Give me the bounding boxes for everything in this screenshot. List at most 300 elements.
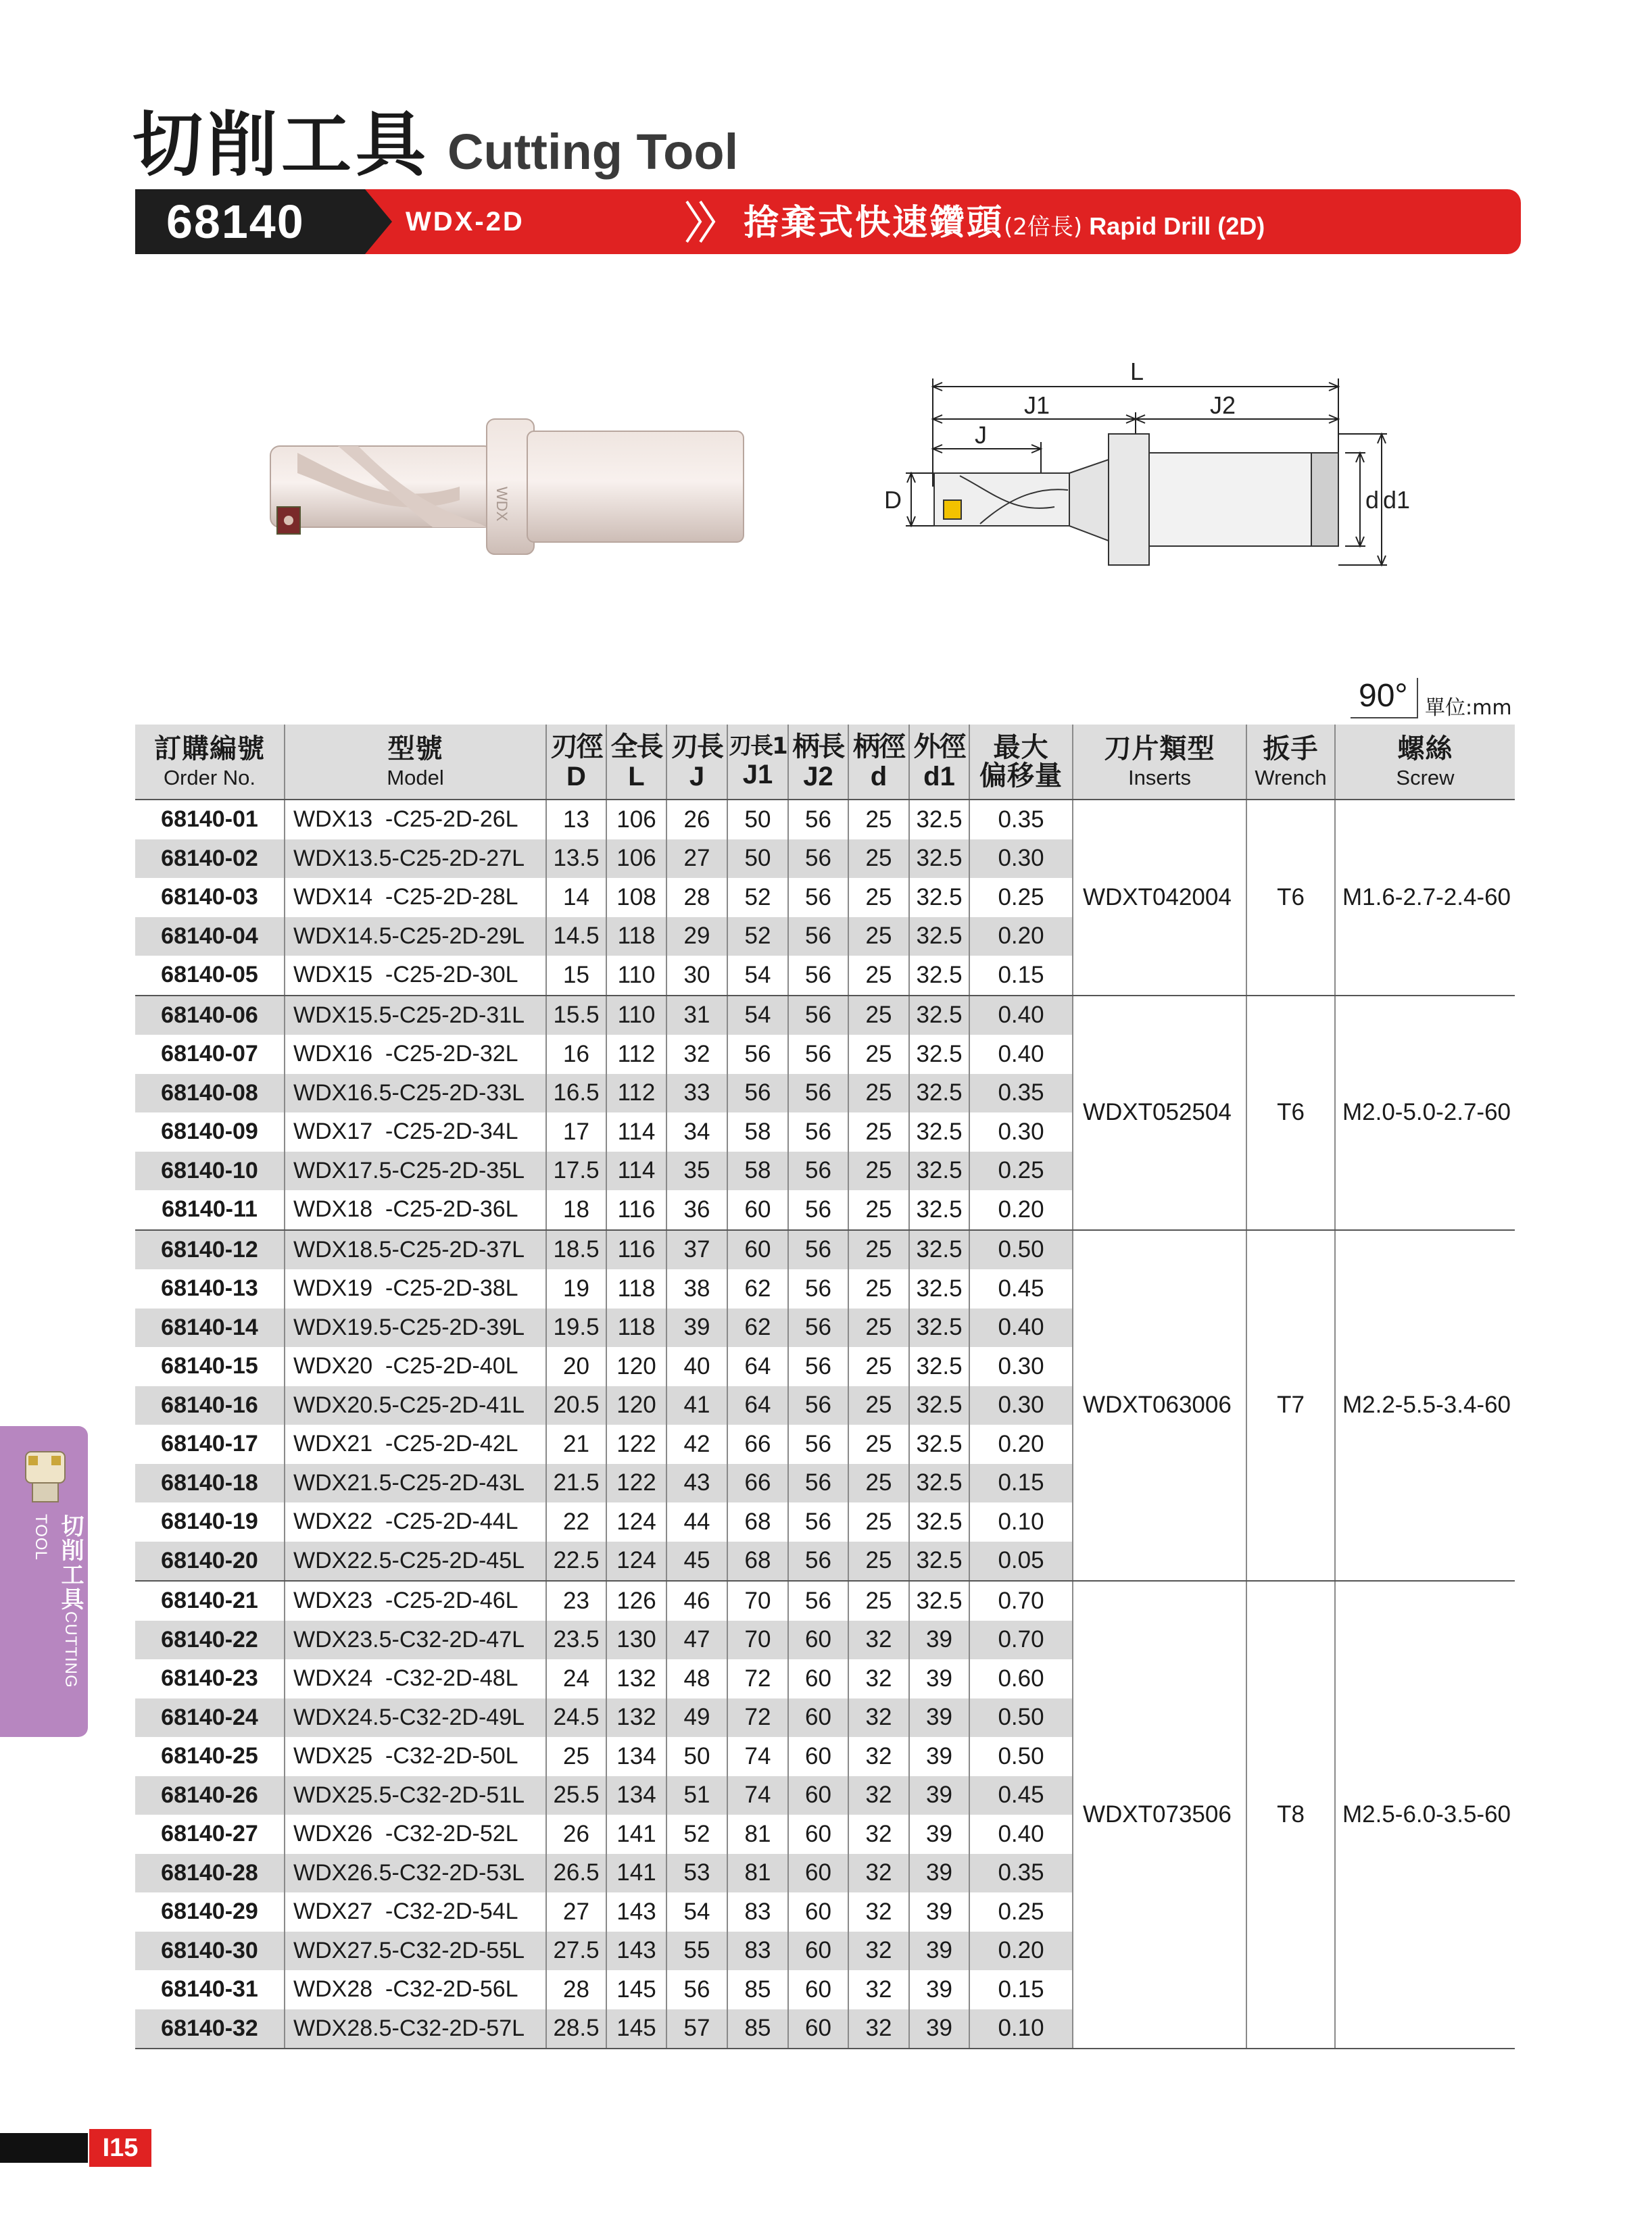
j-cell: 48: [666, 1659, 727, 1698]
d-cell: 22.5: [546, 1542, 606, 1582]
j2-cell: 56: [788, 1581, 848, 1621]
j-cell: 29: [666, 917, 727, 956]
dim-d1: d1: [1383, 486, 1411, 514]
j-cell: 57: [666, 2009, 727, 2049]
j2-cell: 60: [788, 1854, 848, 1893]
model-cell: WDX22.5-C25-2D-45L: [285, 1542, 546, 1582]
shank-d-cell: 32: [848, 1892, 909, 1932]
l-cell: 112: [606, 1035, 666, 1074]
d1-cell: 32.5: [909, 996, 969, 1035]
j1-cell: 70: [727, 1621, 788, 1660]
shank-d-cell: 25: [848, 1386, 909, 1425]
max-offset-cell: 0.40: [969, 996, 1073, 1035]
l-cell: 134: [606, 1737, 666, 1776]
d1-cell: 32.5: [909, 1581, 969, 1621]
unit-label: 單位:mm: [1425, 696, 1512, 720]
d1-cell: 32.5: [909, 800, 969, 839]
j2-cell: 60: [788, 1659, 848, 1698]
model-cell: WDX28 -C32-2D-56L: [285, 1970, 546, 2009]
d1-cell: 39: [909, 1737, 969, 1776]
order-no-cell: 68140-10: [135, 1152, 285, 1191]
d1-cell: 39: [909, 1854, 969, 1893]
j1-cell: 85: [727, 2009, 788, 2049]
page-number: I15: [89, 2129, 151, 2167]
j1-cell: 52: [727, 917, 788, 956]
model-cell: WDX27.5-C32-2D-55L: [285, 1932, 546, 1971]
j-cell: 37: [666, 1230, 727, 1270]
j1-cell: 58: [727, 1112, 788, 1152]
max-offset-cell: 0.20: [969, 917, 1073, 956]
j-cell: 40: [666, 1347, 727, 1386]
insert-cell: WDXT042004: [1073, 800, 1246, 996]
model-cell: WDX16 -C25-2D-32L: [285, 1035, 546, 1074]
l-cell: 122: [606, 1464, 666, 1503]
order-no-cell: 68140-20: [135, 1542, 285, 1582]
col-L: 全長 L: [606, 725, 666, 800]
model-cell: WDX24 -C32-2D-48L: [285, 1659, 546, 1698]
l-cell: 112: [606, 1074, 666, 1113]
j2-cell: 56: [788, 1230, 848, 1270]
model-cell: WDX22 -C25-2D-44L: [285, 1502, 546, 1542]
j2-cell: 56: [788, 956, 848, 996]
j1-cell: 54: [727, 956, 788, 996]
max-offset-cell: 0.10: [969, 2009, 1073, 2049]
j1-cell: 58: [727, 1152, 788, 1191]
j2-cell: 56: [788, 917, 848, 956]
shank-d-cell: 25: [848, 1230, 909, 1270]
model-cell: WDX15.5-C25-2D-31L: [285, 996, 546, 1035]
j2-cell: 56: [788, 1112, 848, 1152]
j-cell: 33: [666, 1074, 727, 1113]
d-cell: 13.5: [546, 839, 606, 879]
model-cell: WDX24.5-C32-2D-49L: [285, 1698, 546, 1738]
shank-d-cell: 25: [848, 1581, 909, 1621]
j-cell: 28: [666, 878, 727, 917]
order-no-cell: 68140-06: [135, 996, 285, 1035]
shank-d-cell: 25: [848, 1269, 909, 1308]
j-cell: 53: [666, 1854, 727, 1893]
max-offset-cell: 0.40: [969, 1035, 1073, 1074]
model-cell: WDX13 -C25-2D-26L: [285, 800, 546, 839]
page-title: [132, 88, 738, 189]
j-cell: 56: [666, 1970, 727, 2009]
title-en: Cutting Tool: [447, 124, 739, 180]
l-cell: 120: [606, 1386, 666, 1425]
max-offset-cell: 0.15: [969, 1970, 1073, 2009]
screw-cell: M2.5-6.0-3.5-60: [1335, 1581, 1515, 2049]
model-cell: WDX18.5-C25-2D-37L: [285, 1230, 546, 1270]
col-wrench: 扳手 Wrench: [1246, 725, 1335, 800]
dimension-diagram: [879, 351, 1411, 568]
j2-cell: 56: [788, 1542, 848, 1582]
j2-cell: 60: [788, 1776, 848, 1815]
order-no-cell: 68140-09: [161, 1119, 258, 1145]
shank-d-cell: 25: [848, 1542, 909, 1582]
j1-cell: 64: [727, 1386, 788, 1425]
j-cell: 55: [666, 1932, 727, 1971]
d1-cell: 32.5: [909, 1074, 969, 1113]
model-cell: WDX25 -C32-2D-50L: [285, 1737, 546, 1776]
d-cell: 18.5: [546, 1230, 606, 1270]
insert-cell: WDXT063006: [1073, 1230, 1246, 1582]
model-cell: WDX14 -C25-2D-28L: [285, 878, 546, 917]
l-cell: 132: [606, 1698, 666, 1738]
table-row: [135, 800, 1515, 839]
j-cell: 49: [666, 1698, 727, 1738]
d-cell: 25: [546, 1737, 606, 1776]
dim-J: J: [975, 421, 987, 449]
d-cell: 28: [546, 1970, 606, 2009]
screw-cell: M1.6-2.7-2.4-60: [1335, 800, 1515, 996]
j-cell: 34: [666, 1112, 727, 1152]
j2-cell: 60: [788, 1621, 848, 1660]
model-cell: WDX20.5-C25-2D-41L: [285, 1386, 546, 1425]
model-cell: WDX13.5-C25-2D-27L: [285, 839, 546, 879]
j1-cell: 81: [727, 1815, 788, 1854]
l-cell: 114: [606, 1152, 666, 1191]
j-cell: 46: [666, 1581, 727, 1621]
l-cell: 118: [606, 1308, 666, 1348]
insert-cell: WDXT073506: [1073, 1581, 1246, 2049]
col-J1: 刃長1 J1: [727, 725, 788, 800]
l-cell: 118: [606, 917, 666, 956]
order-no-cell: 68140-28: [135, 1854, 285, 1893]
d1-cell: 32.5: [909, 1035, 969, 1074]
d-cell: 19: [546, 1269, 606, 1308]
dim-d: d: [1365, 486, 1380, 514]
model-cell: WDX23.5-C32-2D-47L: [285, 1621, 546, 1660]
max-offset-cell: 0.15: [969, 956, 1073, 996]
j1-cell: 64: [727, 1347, 788, 1386]
j-cell: 39: [666, 1308, 727, 1348]
dim-J1: J1: [1024, 391, 1050, 419]
d1-cell: 39: [909, 1892, 969, 1932]
shank-d-cell: 32: [848, 2009, 909, 2049]
order-no-cell: 68140-24: [135, 1698, 285, 1738]
j-cell: 51: [666, 1776, 727, 1815]
product-name-sub: (2倍長): [1004, 214, 1083, 241]
shank-d-cell: 25: [848, 1152, 909, 1191]
d1-cell: 32.5: [909, 1308, 969, 1348]
shank-d-cell: 25: [848, 1464, 909, 1503]
model-cell: WDX25.5-C32-2D-51L: [285, 1776, 546, 1815]
d-cell: 27: [546, 1892, 606, 1932]
d-cell: 23: [546, 1581, 606, 1621]
j1-cell: 72: [727, 1698, 788, 1738]
l-cell: 132: [606, 1659, 666, 1698]
shank-d-cell: 32: [848, 1932, 909, 1971]
j1-cell: 62: [727, 1269, 788, 1308]
wrench-cell: T6: [1246, 996, 1335, 1230]
model-cell: WDX23 -C25-2D-46L: [285, 1581, 546, 1621]
shank-d-cell: 32: [848, 1659, 909, 1698]
order-no-cell: 68140-25: [161, 1743, 258, 1769]
j-cell: 43: [666, 1464, 727, 1503]
max-offset-cell: 0.50: [969, 1230, 1073, 1270]
max-offset-cell: 0.25: [969, 878, 1073, 917]
d1-cell: 32.5: [909, 839, 969, 879]
d-cell: 25.5: [546, 1776, 606, 1815]
j1-cell: 60: [727, 1230, 788, 1270]
order-no-cell: 68140-07: [161, 1041, 258, 1067]
order-no-cell: 68140-29: [161, 1899, 258, 1925]
max-offset-cell: 0.30: [969, 1386, 1073, 1425]
d-cell: 21.5: [546, 1464, 606, 1503]
max-offset-cell: 0.20: [969, 1190, 1073, 1230]
order-no-cell: 68140-01: [161, 806, 258, 833]
l-cell: 124: [606, 1502, 666, 1542]
d-cell: 14: [546, 878, 606, 917]
dim-D: D: [884, 486, 902, 514]
product-model: WDX-2D: [406, 207, 525, 237]
l-cell: 110: [606, 956, 666, 996]
d-cell: 16.5: [546, 1074, 606, 1113]
j1-cell: 83: [727, 1932, 788, 1971]
col-d: 柄徑 d: [848, 725, 909, 800]
d-cell: 17.5: [546, 1152, 606, 1191]
max-offset-cell: 0.70: [969, 1581, 1073, 1621]
side-tab: [0, 1426, 88, 1737]
d1-cell: 39: [909, 1932, 969, 1971]
table-row: [135, 1230, 1515, 1270]
d-cell: 26: [546, 1815, 606, 1854]
col-screw: 螺絲 Screw: [1335, 725, 1515, 800]
l-cell: 134: [606, 1776, 666, 1815]
model-cell: WDX19.5-C25-2D-39L: [285, 1308, 546, 1348]
order-no-cell: 68140-04: [135, 917, 285, 956]
shank-d-cell: 25: [848, 1112, 909, 1152]
max-offset-cell: 0.30: [969, 839, 1073, 879]
order-no-cell: 68140-11: [135, 1190, 285, 1230]
order-no-cell: 68140-16: [135, 1386, 285, 1425]
j1-cell: 52: [727, 878, 788, 917]
wrench-cell: T7: [1246, 1230, 1335, 1582]
d-cell: 15.5: [546, 996, 606, 1035]
shank-d-cell: 25: [848, 1190, 909, 1230]
d-cell: 27.5: [546, 1932, 606, 1971]
d-cell: 14.5: [546, 917, 606, 956]
j-cell: 35: [666, 1152, 727, 1191]
j-cell: 42: [666, 1425, 727, 1464]
j1-cell: 56: [727, 1074, 788, 1113]
j-cell: 30: [666, 956, 727, 996]
max-offset-cell: 0.20: [969, 1932, 1073, 1971]
l-cell: 126: [606, 1581, 666, 1621]
model-cell: WDX20 -C25-2D-40L: [285, 1347, 546, 1386]
angle-label: 90°: [1359, 678, 1408, 714]
max-offset-cell: 0.70: [969, 1621, 1073, 1660]
shank-d-cell: 32: [848, 1970, 909, 2009]
dim-L: L: [1130, 358, 1144, 385]
j-cell: 26: [666, 800, 727, 839]
d1-cell: 32.5: [909, 1502, 969, 1542]
d-cell: 22: [546, 1502, 606, 1542]
j2-cell: 56: [788, 800, 848, 839]
j2-cell: 56: [788, 1308, 848, 1348]
max-offset-cell: 0.05: [969, 1542, 1073, 1582]
model-cell: WDX21.5-C25-2D-43L: [285, 1464, 546, 1503]
d1-cell: 39: [909, 2009, 969, 2049]
max-offset-cell: 0.35: [969, 1074, 1073, 1113]
j2-cell: 60: [788, 1737, 848, 1776]
d1-cell: 32.5: [909, 1347, 969, 1386]
l-cell: 116: [606, 1190, 666, 1230]
d1-cell: 32.5: [909, 956, 969, 996]
l-cell: 143: [606, 1892, 666, 1932]
l-cell: 122: [606, 1425, 666, 1464]
max-offset-cell: 0.40: [969, 1815, 1073, 1854]
wrench-cell: T8: [1246, 1581, 1335, 2049]
shank-d-cell: 25: [848, 1347, 909, 1386]
j-cell: 38: [666, 1269, 727, 1308]
j1-cell: 60: [727, 1190, 788, 1230]
side-tab-label: [27, 1514, 87, 1737]
j1-cell: 68: [727, 1502, 788, 1542]
j1-cell: 70: [727, 1581, 788, 1621]
l-cell: 114: [606, 1112, 666, 1152]
l-cell: 116: [606, 1230, 666, 1270]
model-cell: WDX14.5-C25-2D-29L: [285, 917, 546, 956]
d1-cell: 39: [909, 1970, 969, 2009]
wrench-cell: T6: [1246, 800, 1335, 996]
d1-cell: 32.5: [909, 1269, 969, 1308]
d-cell: 20: [546, 1347, 606, 1386]
shank-d-cell: 25: [848, 956, 909, 996]
double-chevron-icon: [683, 199, 723, 245]
l-cell: 118: [606, 1269, 666, 1308]
d1-cell: 32.5: [909, 1464, 969, 1503]
order-no-cell: 68140-02: [135, 839, 285, 879]
order-no-cell: 68140-03: [161, 884, 258, 910]
d-cell: 19.5: [546, 1308, 606, 1348]
milling-cutter-icon: [20, 1445, 70, 1506]
shank-d-cell: 25: [848, 917, 909, 956]
spec-table: [135, 725, 1515, 2049]
order-no-cell: 68140-30: [135, 1932, 285, 1971]
j2-cell: 56: [788, 1035, 848, 1074]
l-cell: 120: [606, 1347, 666, 1386]
d1-cell: 32.5: [909, 1386, 969, 1425]
max-offset-cell: 0.35: [969, 1854, 1073, 1893]
j2-cell: 60: [788, 1815, 848, 1854]
side-tab-en: CUTTING TOOL: [32, 1514, 80, 1688]
product-name: [744, 189, 1265, 254]
product-code: 68140: [135, 189, 365, 254]
order-no-cell: 68140-23: [161, 1665, 258, 1692]
j2-cell: 56: [788, 1425, 848, 1464]
j-cell: 50: [666, 1737, 727, 1776]
j2-cell: 56: [788, 878, 848, 917]
j1-cell: 74: [727, 1776, 788, 1815]
product-name-en: Rapid Drill (2D): [1089, 212, 1265, 240]
j1-cell: 56: [727, 1035, 788, 1074]
screw-cell: M2.0-5.0-2.7-60: [1335, 996, 1515, 1230]
dim-J2: J2: [1210, 391, 1236, 419]
d1-cell: 39: [909, 1815, 969, 1854]
order-no-cell: 68140-17: [161, 1431, 258, 1457]
order-no-cell: 68140-14: [135, 1308, 285, 1348]
order-no-cell: 68140-12: [135, 1230, 285, 1270]
j1-cell: 83: [727, 1892, 788, 1932]
d1-cell: 32.5: [909, 1190, 969, 1230]
table-row: [135, 996, 1515, 1035]
j1-cell: 50: [727, 839, 788, 879]
d-cell: 24: [546, 1659, 606, 1698]
shank-d-cell: 32: [848, 1776, 909, 1815]
d1-cell: 32.5: [909, 1112, 969, 1152]
j-cell: 32: [666, 1035, 727, 1074]
d-cell: 20.5: [546, 1386, 606, 1425]
col-J: 刃長 J: [666, 725, 727, 800]
col-d1: 外徑 d1: [909, 725, 969, 800]
order-no-cell: 68140-19: [161, 1509, 258, 1535]
shank-d-cell: 25: [848, 839, 909, 879]
d1-cell: 39: [909, 1621, 969, 1660]
j1-cell: 66: [727, 1425, 788, 1464]
col-D: 刃徑 D: [546, 725, 606, 800]
order-no-cell: 68140-27: [161, 1821, 258, 1847]
model-cell: WDX21 -C25-2D-42L: [285, 1425, 546, 1464]
j1-cell: 66: [727, 1464, 788, 1503]
j-cell: 27: [666, 839, 727, 879]
model-cell: WDX16.5-C25-2D-33L: [285, 1074, 546, 1113]
model-cell: WDX26.5-C32-2D-53L: [285, 1854, 546, 1893]
shank-d-cell: 25: [848, 1308, 909, 1348]
j-cell: 36: [666, 1190, 727, 1230]
side-tab-zh: 切削工具: [57, 1514, 84, 1611]
shank-d-cell: 25: [848, 1502, 909, 1542]
shank-d-cell: 25: [848, 878, 909, 917]
j2-cell: 60: [788, 1892, 848, 1932]
d-cell: 16: [546, 1035, 606, 1074]
d-cell: 24.5: [546, 1698, 606, 1738]
max-offset-cell: 0.30: [969, 1112, 1073, 1152]
max-offset-cell: 0.25: [969, 1152, 1073, 1191]
d1-cell: 39: [909, 1698, 969, 1738]
d-cell: 21: [546, 1425, 606, 1464]
d1-cell: 32.5: [909, 917, 969, 956]
shank-d-cell: 25: [848, 1425, 909, 1464]
shank-d-cell: 25: [848, 1035, 909, 1074]
order-no-cell: 68140-22: [135, 1621, 285, 1660]
drill-photo: [257, 406, 771, 568]
l-cell: 141: [606, 1815, 666, 1854]
model-cell: WDX19 -C25-2D-38L: [285, 1269, 546, 1308]
d-cell: 13: [546, 800, 606, 839]
model-cell: WDX26 -C32-2D-52L: [285, 1815, 546, 1854]
col-max-offset: 最大 偏移量: [969, 725, 1073, 800]
max-offset-cell: 0.35: [969, 800, 1073, 839]
shank-d-cell: 32: [848, 1815, 909, 1854]
d-cell: 17: [546, 1112, 606, 1152]
j1-cell: 85: [727, 1970, 788, 2009]
j-cell: 45: [666, 1542, 727, 1582]
model-cell: WDX28.5-C32-2D-57L: [285, 2009, 546, 2049]
col-order-no: 訂購編號 Order No.: [135, 725, 285, 800]
j2-cell: 56: [788, 996, 848, 1035]
j-cell: 52: [666, 1815, 727, 1854]
d-cell: 18: [546, 1190, 606, 1230]
l-cell: 130: [606, 1621, 666, 1660]
l-cell: 110: [606, 996, 666, 1035]
max-offset-cell: 0.30: [969, 1347, 1073, 1386]
j2-cell: 56: [788, 1269, 848, 1308]
product-header-bar: [135, 189, 1521, 254]
max-offset-cell: 0.60: [969, 1659, 1073, 1698]
col-model: 型號 Model: [285, 725, 546, 800]
order-no-cell: 68140-21: [161, 1588, 258, 1614]
order-no-cell: 68140-26: [135, 1776, 285, 1815]
